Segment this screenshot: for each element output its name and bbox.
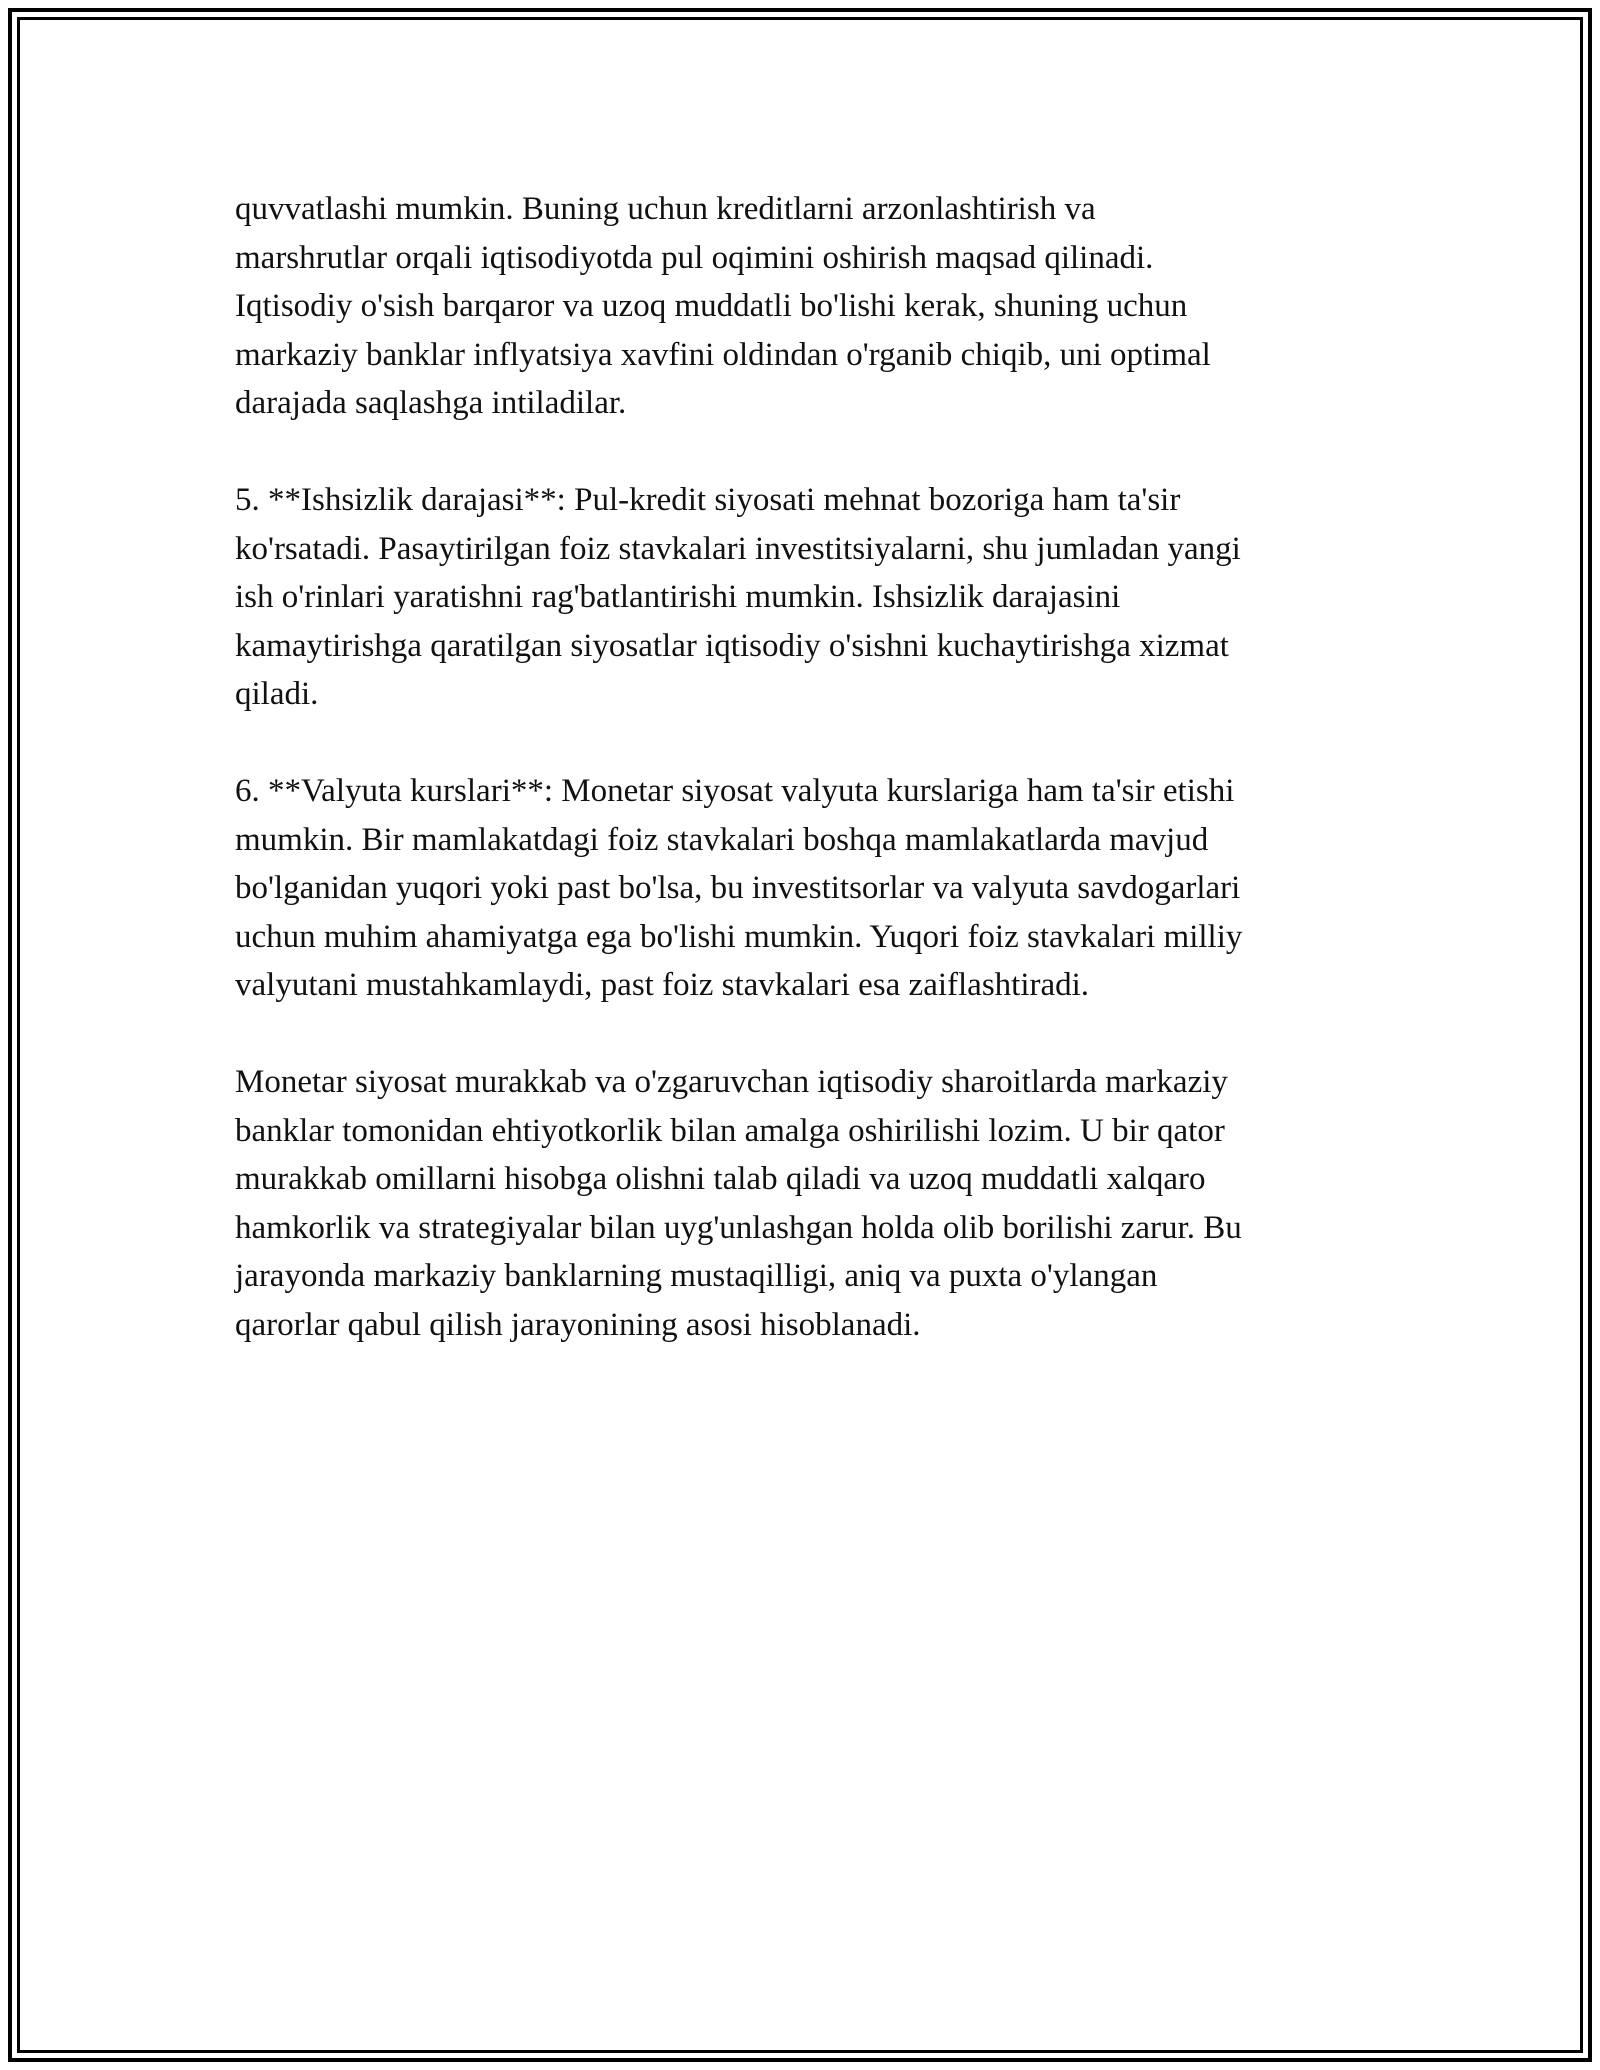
paragraph-economic-growth: quvvatlashi mumkin. Buning uchun kreditlarni arzonlashtirish va marshrutlar orqali iqtisodiyotda pul oqimini oshirish maqsad qilinadi. Iqtisodiy o'sish barqaror va uzoq muddatli bo'lishi kerak, shuning uchun markaziy banklar inflyatsiya xavfini oldindan o'rganib chiqib, uni optimal darajada saqlashga intiladilar.: [235, 191, 1211, 421]
paragraph-conclusion: Monetar siyosat murakkab va o'zgaruvchan iqtisodiy sharoitlarda markaziy banklar tomonidan ehtiyotkorlik bilan amalga oshirilishi lozim. U bir qator murakkab omillarni hisobga olishni talab qiladi va uzoq muddatli xalqaro hamkorlik va strategiyalar bilan uyg'unlashgan holda olib borilishi zarur. Bu jarayonda markaziy banklarning mustaqilligi, aniq va puxta o'ylangan qarorlar qabul qilish jarayonining asosi hisoblanadi.: [235, 1064, 1242, 1343]
document-body: [235, 185, 1365, 1398]
paragraph-unemployment-rate: 5. **Ishsizlik darajasi**: Pul-kredit siyosati mehnat bozoriga ham ta'sir ko'rsatadi. Pasaytirilgan foiz stavkalari investitsiyalarni, shu jumladan yangi ish o'rinlari yaratishni rag'batlantirishi mumkin. Ishsizlik darajasini kamaytirishga qaratilgan siyosatlar iqtisodiy o'sishni kuchaytirishga xizmat qiladi.: [235, 482, 1241, 712]
paragraph-exchange-rates: 6. **Valyuta kurslari**: Monetar siyosat valyuta kurslariga ham ta'sir etishi mumkin. Bir mamlakatdagi foiz stavkalari boshqa mamlakatlarda mavjud bo'lganidan yuqori yoki past bo'lsa, bu investitsorlar va valyuta savdogarlari uchun muhim ahamiyatga ega bo'lishi mumkin. Yuqori foiz stavkalari milliy valyutani mustahkamlaydi, past foiz stavkalari esa zaiflashtiradi.: [235, 773, 1243, 1003]
